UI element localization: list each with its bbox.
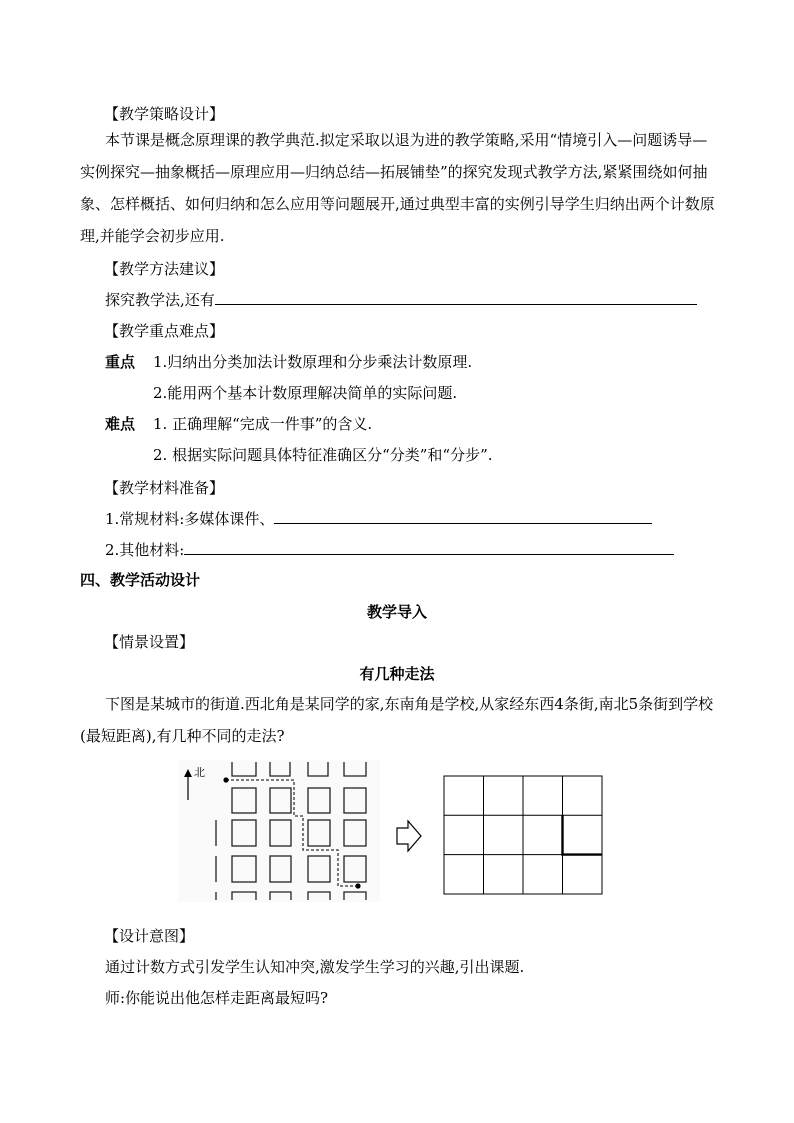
intro-title: 教学导入 <box>366 603 427 621</box>
grid-figure <box>440 772 606 898</box>
method-line <box>105 290 697 310</box>
keypoints-heading: 【教学重点难点】 <box>104 322 225 340</box>
material-2-blank[interactable] <box>184 540 674 555</box>
material-1-blank[interactable] <box>274 509 652 524</box>
north-label: 北 <box>194 766 205 779</box>
section-title: 四、教学活动设计 <box>80 571 201 589</box>
problem-body: 下图是某城市的街道.西北角是某同学的家,东南角是学校,从家经东西4条街,南北5条街到学校(最短距离),有几种不同的走法? <box>80 695 714 745</box>
key-point-2: 2.能用两个基本计数原理解决简单的实际问题. <box>153 384 458 402</box>
strategy-heading: 【教学策略设计】 <box>104 105 225 123</box>
material-2-row <box>105 540 674 560</box>
diff-point-1: 1. 正确理解“完成一件事”的含义. <box>153 415 373 433</box>
street-map-figure <box>178 760 380 902</box>
diff-point-1-row <box>105 414 372 434</box>
design-body: 通过计数方式引发学生认知冲突,激发学生学习的兴趣,引出课题. <box>105 958 525 976</box>
key-label: 重点 <box>105 353 136 371</box>
method-heading: 【教学方法建议】 <box>104 260 225 278</box>
scene-heading: 【情景设置】 <box>104 633 195 651</box>
method-blank[interactable] <box>215 290 697 305</box>
method-text: 探究教学法,还有 <box>105 291 215 309</box>
right-arrow-icon <box>394 818 424 854</box>
material-1-row <box>105 509 652 529</box>
diff-label: 难点 <box>105 415 136 433</box>
key-point-1-row <box>105 352 472 372</box>
materials-heading: 【教学材料准备】 <box>104 479 225 497</box>
design-heading: 【设计意图】 <box>104 927 195 945</box>
teacher-question: 师:你能说出他怎样走距离最短吗? <box>105 989 329 1007</box>
key-point-1: 1.归纳出分类加法计数原理和分步乘法计数原理. <box>153 353 473 371</box>
strategy-body: 本节课是概念原理课的教学典范.拟定采取以退为进的教学策略,采用“情境引入—问题诱导—实例探究—抽象概括—原理应用—归纳总结—拓展铺垫”的探究发现式教学方法,紧紧围绕如何抽象、怎样概括、如何归纳和怎么应用等问题展开,通过典型丰富的实例引导学生归纳出两个计数原理,并能学会初步应用. <box>80 131 715 245</box>
school-dot <box>355 883 360 888</box>
grid-highlight-segment <box>563 815 603 854</box>
material-2: 2.其他材料: <box>105 541 185 559</box>
material-1: 1.常规材料:多媒体课件、 <box>105 510 275 528</box>
diff-point-2: 2. 根据实际问题具体特征准确区分“分类”和“分步”. <box>153 446 493 464</box>
problem-title: 有几种走法 <box>359 665 435 683</box>
home-dot <box>223 777 228 782</box>
